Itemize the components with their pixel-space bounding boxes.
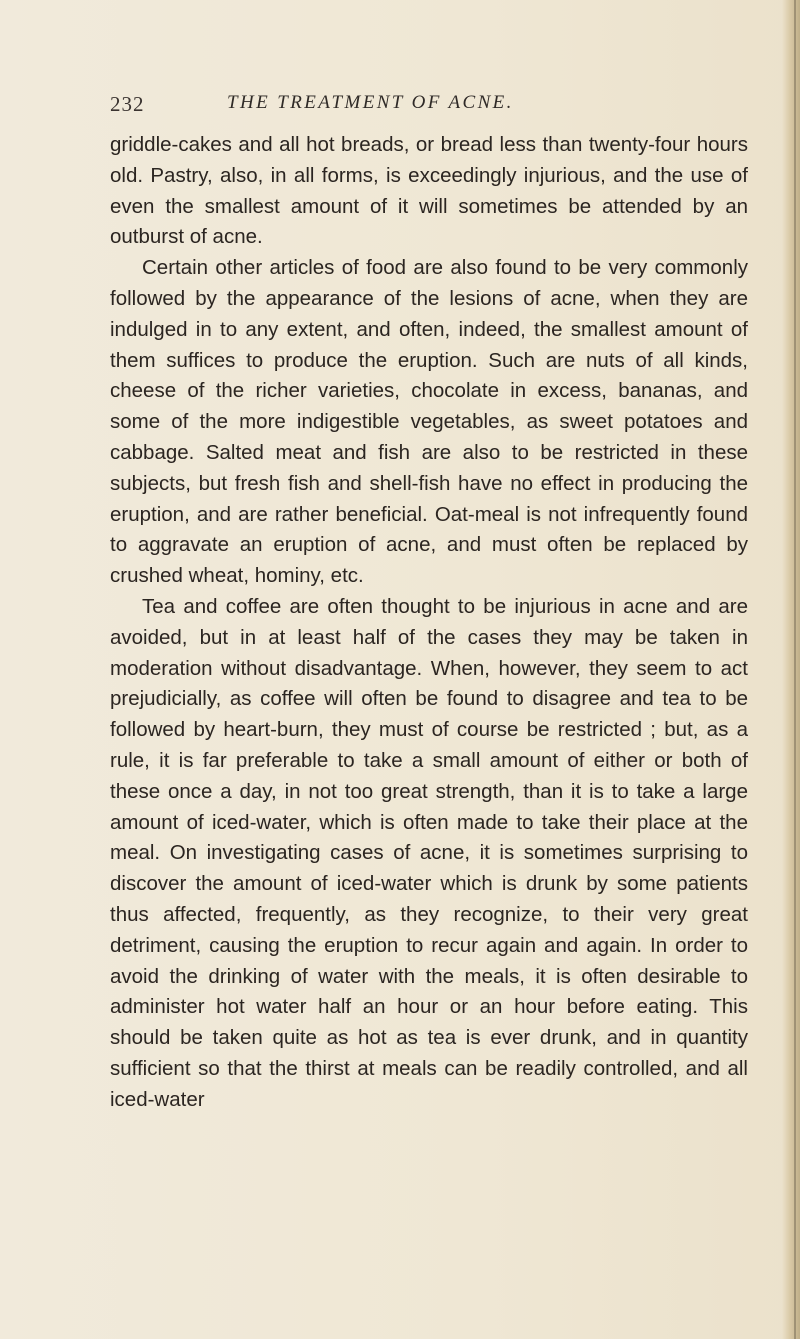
- body-text: [110, 130, 748, 1116]
- page-number: 232: [110, 92, 145, 116]
- page-header: [110, 92, 750, 122]
- page-edge-line: [794, 0, 796, 1339]
- running-head: THE TREATMENT OF ACNE.: [227, 92, 514, 113]
- paragraph: griddle-cakes and all hot breads, or bread less than twenty-four hours old. Pastry, also, in all forms, is exceedingly injurious, and the use of even the smallest amount of it will sometimes be attended by an outburst of acne.: [110, 133, 748, 249]
- page-edge-shadow: [782, 0, 800, 1339]
- paragraph: Certain other articles of food are also found to be very commonly followed by the appearance of the lesions of acne, when they are indulged in to any extent, and often, indeed, the smallest amount of them suffices to produce the eruption. Such are nuts of all kinds, cheese of the richer varieties, chocolate in excess, bananas, and some of the more indigestible vegetables, as sweet potatoes and cabbage. Salted meat and fish are also to be restricted in these subjects, but fresh fish and shell-fish have no effect in producing the eruption, and are rather beneficial. Oat-meal is not infrequently found to aggravate an eruption of acne, and must often be replaced by crushed wheat, hominy, etc.: [110, 256, 748, 588]
- paragraph: Tea and coffee are often thought to be injurious in acne and are avoided, but in at least half of the cases they may be taken in moderation without disadvantage. When, however, they seem to act prejudicially, as coffee will often be found to disagree and tea to be followed by heart-burn, they must of course be restricted ; but, as a rule, it is far preferable to take a small amount of either or both of these once a day, in not too great strength, than it is to take a large amount of iced-water, which is often made to take their place at the meal. On investigating cases of acne, it is sometimes surprising to discover the amount of iced-water which is drunk by some patients thus affected, frequently, as they recognize, to their very great detriment, causing the eruption to recur again and again. In order to avoid the drinking of water with the meals, it is often desirable to administer hot water half an hour or an hour before eating. This should be taken quite as hot as tea is ever drunk, and in quantity sufficient so that the thirst at meals can be readily controlled, and all iced-water: [110, 594, 748, 1111]
